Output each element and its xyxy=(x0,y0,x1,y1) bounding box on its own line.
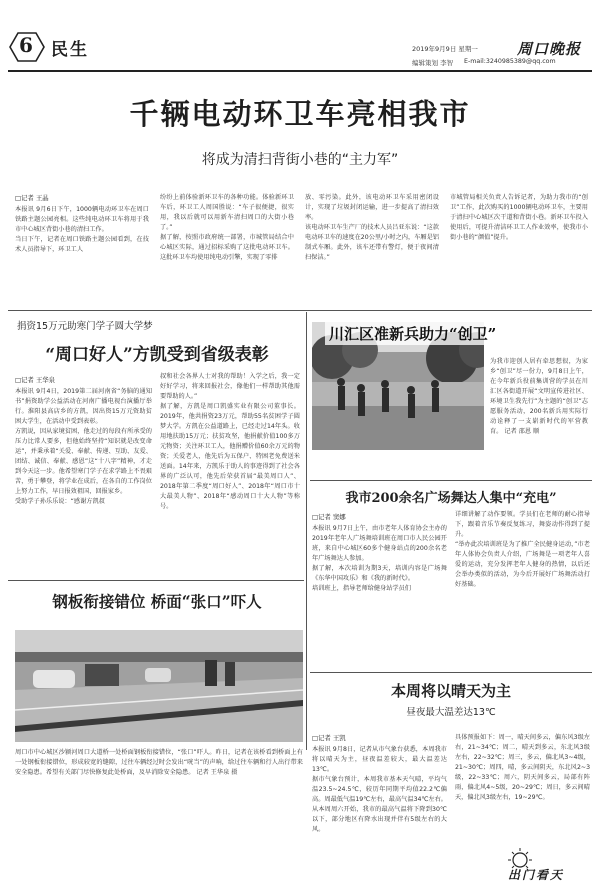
lead-subheadline: 将成为清扫背街小巷的“主力军” xyxy=(201,152,399,168)
weather-column-logo xyxy=(500,846,590,886)
lead-body-col1: 本报讯 9月6日下午，1000辆电动环卫车在周口铁路主题公园亮相。这些纯电动环卫车将用于我市中心城区背街小巷的清扫工作。 当日下午，记者在周口铁路主题公园看到，在技术人员指导下，环卫工人 xyxy=(15,206,149,253)
header-editor: 编辑策划 李智 xyxy=(412,59,454,67)
paper-name-logo: 周口晚报 xyxy=(517,40,582,58)
weather-subheadline: 昼夜最大温差达13℃ xyxy=(406,707,496,718)
page-number-badge xyxy=(6,30,46,64)
bridge-photo-image xyxy=(15,630,303,742)
weather-body-col2: 具体预报如下：周一，晴天间多云，偏东风3级左右，21~34℃；周二，晴天到多云，东北风3级左右，22~32℃；周三，多云，偏北风3~4级，21~30℃；周四，晴，多云间阴天，东北风2~3级，22~33℃；周六，阴天间多云，局部有阵雨，偏北风4~5级，20~29℃；周日，多云间晴天，偏北风3级左右，19~29℃。 xyxy=(455,734,590,801)
lead-body-col2: 纷纷上前体验新环卫车的各种功能。体验新环卫车后，环卫工人周国胜说：“车子很便捷，很实用，我以后就可以用新车清扫周口的大街小巷了。” 据了解，按照市政府统一部署，市城管局结合中心城区实际，通过招标采购了这批电动环卫车。这批环卫车均使用纯电动引擎，实现了零排 xyxy=(160,194,294,261)
dance-headline: 我市200余名广场舞达人集中“充电” xyxy=(345,491,557,506)
weather-headline: 本周将以晴天为主 xyxy=(390,682,511,700)
dance-divider xyxy=(310,672,592,673)
recruit-body: 为我市迎创人居有牵思想很，为家乡“创卫”尽一份力，9月8日上午，在今年新兵役前集训营的学员在川汇区各街道开展“文明宣传进社区、环境卫生我先行”为主题的“创卫”志愿服务活动，200名新兵用实际行动诠释了一支崭新时代的军营教育。 记者 邵恩 顺 xyxy=(490,358,588,435)
lead-byline: □记者 王晶 xyxy=(15,194,49,202)
dance-body-col1: 本报讯 9月7日上午，由市老年人体育协会主办的2019年老年人广场舞培训班在周口市人民公园开班，来自中心城区60多个健身站点的200余名老年广场舞达人参加。 据了解，本次培训为期3天，培训内容是广场舞《东华中国攻乐》和《我的新时代》。 培训班上，指导老师给健身站学员们 xyxy=(312,525,447,592)
lead-body-col4: 市城管局相关负责人告诉记者，为助力我市的“创卫”工作，此次购买的1000辆电动环卫车，主要用于清扫中心城区次干道和背街小巷。新环卫车投入使用后，可提升清洁环卫工人作业效率，使我市小街小巷的“颜值”提升。 xyxy=(450,194,588,241)
lead-headline: 千辆电动环卫车亮相我市 xyxy=(129,97,471,131)
recruit-divider xyxy=(310,480,592,481)
zhou-headline: “周口好人”方凯受到省级表彰 xyxy=(45,345,269,365)
weather-byline: □记者 王凯 xyxy=(312,734,346,742)
bridge-caption: 周口市中心城区沙颍河周口大道桥一处桥面钢板衔接错位，“张口”吓人。昨日，记者在该桥看到桥面上有一处钢板衔接错位，形成较宽的缝隙，过往车辆经过时会发出“咣当”的声响，给过往车辆和行人出行带来安全隐患。希望有关部门尽快修复此处桥面，及早消除安全隐患。 记者 王华泉 摄 xyxy=(15,749,303,776)
weather-body-col1: 本报讯 9月8日，记者从市气象台获悉，本周我市将以晴天为主，昼夜温差较大，最大温差达13℃。 据市气象台预计，本周我市基本天气晴，平均气温23.5~24.5℃，较历年同期平均值22.2℃偏高。周最低气温19℃左右，最高气温34℃左右。从本周周六开始，我市的最高气温将下降到30℃以下，部分地区有降水出现并伴有5级左右的大风。 xyxy=(312,746,447,833)
section-name: 民生 xyxy=(51,40,89,60)
lead-divider xyxy=(8,310,592,311)
bridge-headline: 钢板衔接错位 桥面“张口”吓人 xyxy=(52,592,262,611)
header-date: 2019年9月9日 星期一 xyxy=(412,45,478,53)
lead-body-col3: 放、零污染。此外，该电动环卫车采用密闭设计，实现了垃圾封闭运输，进一步提高了清扫效率。 该电动环卫车生产厂的技术人员吕亚东说：“这款电动环卫车的速度在20公里/小时之内，车厢是铝制式车厢。此外，该车还带有警灯，便于夜间清扫保洁。” xyxy=(305,194,439,261)
zhou-byline: □记者 王华泉 xyxy=(15,376,56,384)
dance-byline: □记者 窦娜 xyxy=(312,513,346,521)
dance-body-col2: 详细讲解了动作要领。学员们在老师的耐心指导下，跟着音乐节奏反复练习，舞姿动作得到了提升。 “举办此次培训班是为了推广全民健身运动，”市老年人体协会负责人介绍，广场舞是一项老年人喜爱的运动，充分发挥老年人健身的热情，以后还会举办类似的活动，为今后开展好广场舞活动打好基础。 xyxy=(455,511,590,588)
recruit-headline: 川汇区准新兵助力“创卫” xyxy=(325,322,500,345)
vertical-divider xyxy=(306,312,307,750)
zhou-kicker: 捐资15万元助寒门学子圆大学梦 xyxy=(17,321,153,332)
page-number: 6 xyxy=(19,33,33,57)
zhou-body-col1: 本报讯 9月4日，2019第二届河南省“务脑的通知书”捐资助学公益活动在河南广播电视台演播厅举行。淮阳县高店乡的方凯，因出资15万元资助贫困大学生，在活动中受到表彰。 方凯说，因从家境贫困，他走过的每段有所承受的压力比常人要多，但他始终坚持“知识就是改变命运”，并秉承着“关爱、奉献、传递、互助、友爱、团结、诚信、奉献、感恩”这“十八字”精神，才走到今天这一步。他希望寒门学子在求学路上不畏艰苦，勇于攀登，将学业在成后，在各自的工作岗位上努力工作，早日报效祖国，回报家乡。 受助学子孙乐乐说：“感谢方凯叔 xyxy=(15,388,152,505)
weather-column-title: 出门看天 xyxy=(508,868,565,882)
zhou-divider xyxy=(8,580,304,581)
header-rule xyxy=(8,70,592,72)
header-email: E-mail:3240985389@qq.com xyxy=(464,58,556,65)
bridge-photo xyxy=(15,630,303,742)
zhou-body-col2: 叔和社会各界人士对我的帮助！入学之后，我一定好好学习，将来回报社会，像他们一样帮助其他需要帮助的人。” 据了解，方凯是周口凯盛实业有限公司董事长。2019年，他共捐资23万元，帮助55名贫困学子圆梦大学。方凯在公益道路上，已经走过14年头。收用地扶助15万元；扶贫攻坚，他捐献价值100多万元物资；关注环卫工人，他捐赠价值60余万元的物资；关爱老人，他先后为五保户、特困老免费送米送面。14年来，方凯乐于助人的事迹得到了社会各界的广泛认可，他先后荣获首届“最美周口人”、2018年第二季度“周口好人”、2018年“周口市十大最美人物”、2018年“感动周口十大人物”等称号。 xyxy=(160,373,300,510)
